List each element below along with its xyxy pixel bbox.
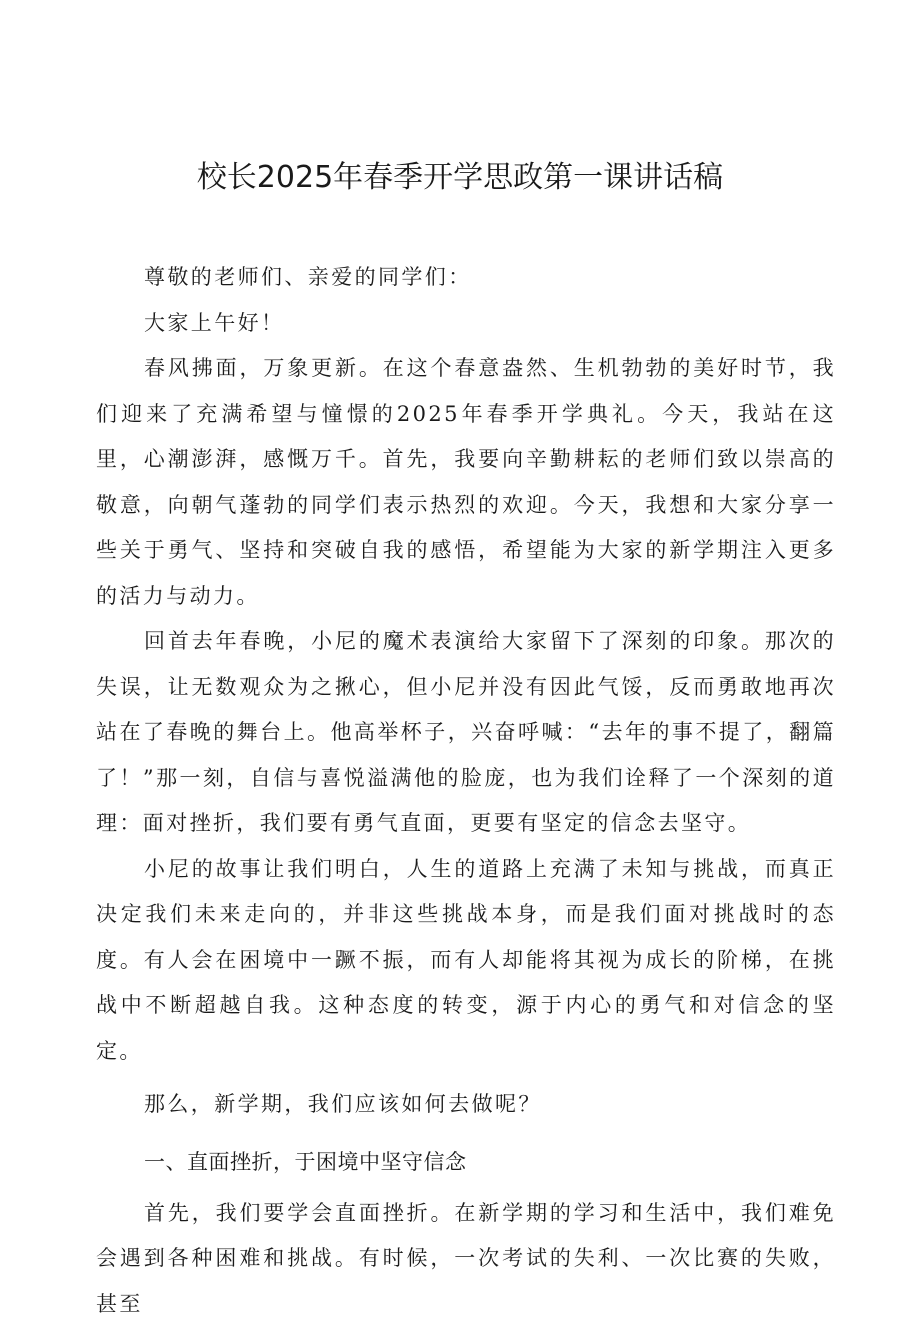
greeting: 大家上午好！: [96, 301, 836, 347]
section-paragraph: 首先，我们要学会直面挫折。在新学期的学习和生活中，我们难免会遇到各种困难和挑战。有时候，一次考试的失利、一次比赛的失败，甚至: [96, 1191, 836, 1327]
paragraph-story: 回首去年春晚，小尼的魔术表演给大家留下了深刻的印象。那次的失误，让无数观众为之揪心，但小尼并没有因此气馁，反而勇敢地再次站在了春晚的舞台上。他高举杯子，兴奋呼喊：“去年的事不提了，翻篇了！”那一刻，自信与喜悦溢满他的脸庞，也为我们诠释了一个深刻的道理：面对挫折，我们要有勇气直面，更要有坚定的信念去坚守。: [96, 619, 836, 847]
section-heading: 一、直面挫折，于困境中坚守信念: [96, 1140, 836, 1185]
paragraph-lesson: 小尼的故事让我们明白，人生的道路上充满了未知与挑战，而真正决定我们未来走向的，并非这些挑战本身，而是我们面对挑战时的态度。有人会在困境中一蹶不振，而有人却能将其视为成长的阶梯，在挑战中不断超越自我。这种态度的转变，源于内心的勇气和对信念的坚定。: [96, 847, 836, 1075]
document-title: 校长2025年春季开学思政第一课讲话稿: [0, 156, 920, 200]
salutation: 尊敬的老师们、亲爱的同学们：: [96, 255, 836, 301]
paragraph-question: 那么，新学期，我们应该如何去做呢？: [96, 1082, 836, 1128]
document-body: [96, 255, 836, 1327]
paragraph-opening: 春风拂面，万象更新。在这个春意盎然、生机勃勃的美好时节，我们迎来了充满希望与憧憬的2025年春季开学典礼。今天，我站在这里，心潮澎湃，感慨万千。首先，我要向辛勤耕耘的老师们致以崇高的敬意，向朝气蓬勃的同学们表示热烈的欢迎。今天，我想和大家分享一些关于勇气、坚持和突破自我的感悟，希望能为大家的新学期注入更多的活力与动力。: [96, 346, 836, 619]
